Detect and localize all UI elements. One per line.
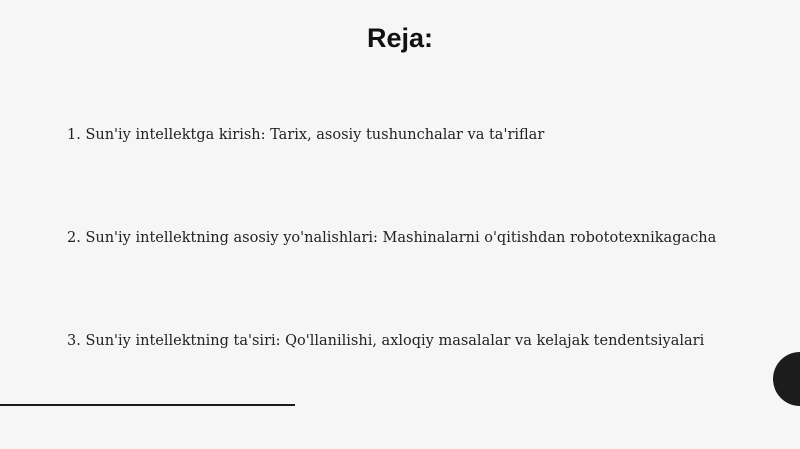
plan-item-3: 3. Sun'iy intellektning ta'siri: Qo'llanilishi, axloqiy masalalar va kelajak tendentsiyalari xyxy=(67,333,705,349)
plan-item-1: 1. Sun'iy intellektga kirish: Tarix, asosiy tushunchalar va ta'riflar xyxy=(67,127,545,143)
decorative-circle xyxy=(773,352,800,406)
plan-item-2: 2. Sun'iy intellektning asosiy yo'nalishlari: Mashinalarni o'qitishdan robototexnikagacha xyxy=(67,230,717,246)
slide-title: Reja: xyxy=(366,23,434,53)
decorative-divider-line xyxy=(0,404,295,406)
